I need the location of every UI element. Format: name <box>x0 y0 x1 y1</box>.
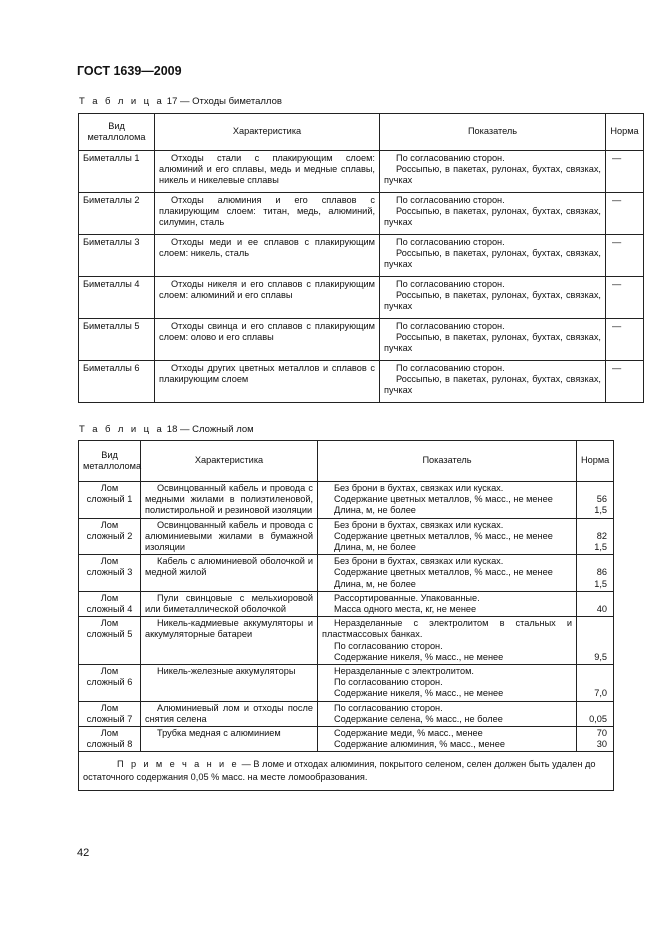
norm-value: 7,0 <box>594 688 607 699</box>
table-complex-scrap <box>78 440 614 791</box>
cell-norm: — <box>606 319 644 361</box>
note-label: П р и м е ч а н и е <box>117 759 240 770</box>
norm-value: 56 <box>596 494 607 505</box>
cell-indicator <box>318 518 577 555</box>
norm-value: 1,5 <box>594 542 607 552</box>
indicator-line: По согласованию сторон. <box>396 237 505 247</box>
table-note-row <box>79 752 614 791</box>
cell-scrap-type: Лом сложный 3 <box>79 555 141 592</box>
indicator-line: Содержание алюминия, % масс., менее <box>334 739 505 750</box>
table-row <box>79 235 644 277</box>
header-indicator: Показатель <box>318 441 577 482</box>
cell-scrap-type: Биметаллы 1 <box>79 151 155 193</box>
header-characteristic: Характеристика <box>155 114 380 151</box>
table-row <box>79 319 644 361</box>
cell-characteristic: Алюминиевый лом и отходы после снятия селена <box>141 701 318 726</box>
indicator-line: Без брони в бухтах, связках или кусках. <box>334 519 504 530</box>
header-characteristic: Характеристика <box>141 441 318 482</box>
cell-norm: — <box>606 235 644 277</box>
norm-value: 30 <box>596 739 607 750</box>
cell-characteristic: Пули свинцовые с мельхиоровой или биметаллической оболочкой <box>141 591 318 616</box>
indicator-line: По согласованию сторон. <box>396 363 505 373</box>
table-header-row <box>79 114 644 151</box>
header-scrap-type: Вид металлолома <box>79 114 155 151</box>
cell-norm <box>577 727 614 752</box>
cell-norm <box>577 665 614 702</box>
indicator-line: Длина, м, не более <box>334 578 416 589</box>
norm-value: 86 <box>596 567 607 578</box>
norm-value: 1,5 <box>594 505 607 516</box>
indicator-line: По согласованию сторон. <box>396 321 505 331</box>
norm-value <box>581 677 607 688</box>
cell-characteristic: Отходы стали с плакирующим слоем: алюминий и его сплавы, медь и медные сплавы, никель и никелевые сплавы <box>155 151 380 193</box>
norm-value: 82 <box>596 530 607 541</box>
norm-value <box>581 556 607 567</box>
table17-caption <box>79 96 282 107</box>
norm-value <box>581 593 607 604</box>
table17-caption-text: 17 — Отходы биметаллов <box>166 96 282 107</box>
indicator-line: Содержание никеля, % масс., не менее <box>334 651 504 662</box>
cell-indicator <box>318 665 577 702</box>
table18-caption-text: 18 — Сложный лом <box>166 424 254 435</box>
cell-characteristic: Отходы алюминия и его сплавов с плакирующим слоем: титан, медь, алюминий, силумин, сталь <box>155 193 380 235</box>
indicator-line: По согласованию сторон. <box>334 677 443 688</box>
table18-caption <box>79 424 254 435</box>
indicator-line: По согласованию сторон. <box>334 702 443 713</box>
cell-norm <box>577 591 614 616</box>
cell-norm <box>577 518 614 555</box>
indicator-line: Россыпью, в пакетах, рулонах, бухтах, связках, пучках <box>384 332 601 354</box>
table-row <box>79 617 614 665</box>
indicator-line: Без брони в бухтах, связках или кусках. <box>334 483 504 493</box>
cell-scrap-type: Лом сложный 6 <box>79 665 141 702</box>
indicator-line: Россыпью, в пакетах, рулонах, бухтах, связках, пучках <box>384 164 601 186</box>
page-number: 42 <box>77 847 90 859</box>
cell-scrap-type: Биметаллы 2 <box>79 193 155 235</box>
indicator-line: По согласованию сторон. <box>396 153 505 163</box>
indicator-line: Содержание цветных металлов, % масс., не менее <box>334 567 553 578</box>
indicator-line: Неразделанные с электролитом в стальных и пластмассовых банках. <box>322 618 572 640</box>
cell-norm: — <box>606 361 644 403</box>
cell-indicator <box>318 617 577 665</box>
table-row <box>79 361 644 403</box>
table-row <box>79 277 644 319</box>
table-row <box>79 591 614 616</box>
cell-indicator <box>380 361 606 403</box>
cell-characteristic: Никель-железные аккумуляторы <box>141 665 318 702</box>
table17-caption-label: Т а б л и ц а <box>79 96 165 107</box>
table18-caption-label: Т а б л и ц а <box>79 424 165 435</box>
table-row <box>79 665 614 702</box>
cell-scrap-type: Биметаллы 5 <box>79 319 155 361</box>
indicator-line: Россыпью, в пакетах, рулонах, бухтах, связках, пучках <box>384 248 601 270</box>
cell-characteristic: Отходы никеля и его сплавов с плакирующим слоем: алюминий и его сплавы <box>155 277 380 319</box>
cell-characteristic: Отходы других цветных металлов и сплавов с плакирующим слоем <box>155 361 380 403</box>
cell-norm: — <box>606 151 644 193</box>
norm-value: 1,5 <box>594 578 607 589</box>
indicator-line: Россыпью, в пакетах, рулонах, бухтах, связках, пучках <box>384 206 601 228</box>
header-scrap-type: Вид металлолома <box>79 441 141 482</box>
cell-indicator <box>318 482 577 519</box>
note-text: — В ломе и отходах алюминия, покрытого селеном, селен должен быть удален до остаточного содержания 0,05 % масс. на месте ломообразования. <box>83 759 596 783</box>
cell-indicator <box>380 151 606 193</box>
indicator-line: По согласованию сторон. <box>396 279 505 289</box>
cell-scrap-type: Биметаллы 3 <box>79 235 155 277</box>
cell-scrap-type: Биметаллы 6 <box>79 361 155 403</box>
table-header-row <box>79 441 614 482</box>
cell-indicator <box>318 591 577 616</box>
cell-characteristic: Отходы свинца и его сплавов с плакирующим слоем: олово и его сплавы <box>155 319 380 361</box>
cell-scrap-type: Биметаллы 4 <box>79 277 155 319</box>
indicator-line: Неразделанные с электролитом. <box>334 666 474 677</box>
indicator-line: По согласованию сторон. <box>396 195 505 205</box>
table-row <box>79 151 644 193</box>
norm-value <box>581 666 607 677</box>
indicator-line: Без брони в бухтах, связках или кусках. <box>334 556 504 567</box>
cell-norm: — <box>606 193 644 235</box>
norm-value: 40 <box>596 604 607 615</box>
cell-norm <box>577 482 614 519</box>
cell-indicator <box>380 319 606 361</box>
cell-norm <box>577 555 614 592</box>
norm-value <box>581 703 607 714</box>
indicator-line: Масса одного места, кг, не менее <box>334 604 477 615</box>
indicator-line: Россыпью, в пакетах, рулонах, бухтах, связках, пучках <box>384 374 601 396</box>
cell-norm <box>577 617 614 665</box>
indicator-line: По согласованию сторон. <box>334 640 443 651</box>
norm-value <box>581 629 607 640</box>
cell-scrap-type: Лом сложный 2 <box>79 518 141 555</box>
table-bimetal-waste <box>78 113 644 403</box>
cell-characteristic: Никель-кадмиевые аккумуляторы и аккумуляторные батареи <box>141 617 318 665</box>
cell-indicator <box>380 277 606 319</box>
indicator-line: Россыпью, в пакетах, рулонах, бухтах, связках, пучках <box>384 290 601 312</box>
indicator-line: Содержание никеля, % масс., не менее <box>334 688 504 699</box>
norm-value: 0,05 <box>589 713 607 724</box>
cell-indicator <box>318 701 577 726</box>
norm-value: 70 <box>596 728 607 739</box>
cell-characteristic: Кабель с алюминиевой оболочкой и медной жилой <box>141 555 318 592</box>
cell-indicator <box>318 727 577 752</box>
cell-indicator <box>380 235 606 277</box>
cell-norm: — <box>606 277 644 319</box>
cell-characteristic: Трубка медная с алюминием <box>141 727 318 752</box>
cell-characteristic: Освинцованный кабель и провода с алюминиевыми жилами в бумажной изоляции <box>141 518 318 555</box>
cell-scrap-type: Лом сложный 7 <box>79 701 141 726</box>
indicator-line: Содержание цветных металлов, % масс., не менее <box>334 494 553 505</box>
header-indicator: Показатель <box>380 114 606 151</box>
cell-characteristic: Освинцованный кабель и провода с медными жилами в полиэтиленовой, полистирольной и резиновой изоляции <box>141 482 318 519</box>
indicator-line: Содержание селена, % масс., не более <box>334 713 503 724</box>
table-row <box>79 727 614 752</box>
cell-scrap-type: Лом сложный 5 <box>79 617 141 665</box>
indicator-line: Содержание меди, % масс., менее <box>334 728 483 739</box>
norm-value <box>581 520 607 531</box>
cell-indicator <box>318 555 577 592</box>
header-norm: Норма <box>577 441 614 482</box>
document-title: ГОСТ 1639—2009 <box>77 64 182 78</box>
table-row <box>79 701 614 726</box>
norm-value <box>581 483 607 494</box>
cell-scrap-type: Лом сложный 1 <box>79 482 141 519</box>
table-row <box>79 482 614 519</box>
header-norm: Норма <box>606 114 644 151</box>
norm-value <box>581 641 607 652</box>
table-row <box>79 193 644 235</box>
cell-scrap-type: Лом сложный 8 <box>79 727 141 752</box>
cell-scrap-type: Лом сложный 4 <box>79 591 141 616</box>
norm-value: 9,5 <box>594 651 607 662</box>
cell-indicator <box>380 193 606 235</box>
cell-characteristic: Отходы меди и ее сплавов с плакирующим слоем: никель, сталь <box>155 235 380 277</box>
indicator-line: Длина, м, не более <box>334 505 416 516</box>
norm-value <box>581 618 607 629</box>
indicator-line: Содержание цветных металлов, % масс., не менее <box>334 530 553 541</box>
table-row <box>79 555 614 592</box>
table-row <box>79 518 614 555</box>
table-note <box>79 752 614 791</box>
indicator-line: Рассортированные. Упакованные. <box>334 592 480 603</box>
indicator-line: Длина, м, не более <box>334 542 416 553</box>
cell-norm <box>577 701 614 726</box>
